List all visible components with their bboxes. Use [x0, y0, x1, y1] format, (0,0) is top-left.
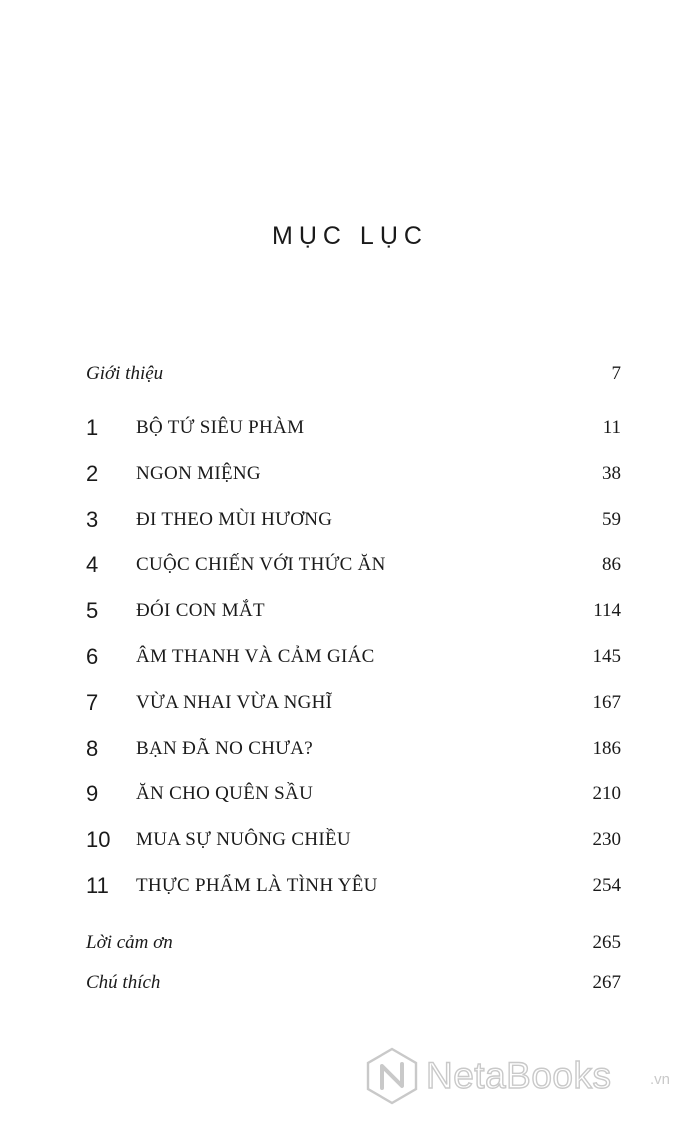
- chapter-page: 145: [592, 646, 621, 667]
- chapter-number: 3: [86, 507, 99, 532]
- toc-chapter-10: [86, 825, 621, 855]
- chapter-page: 11: [602, 417, 621, 438]
- toc-entry-intro: [86, 359, 621, 389]
- chapter-number: 2: [86, 461, 99, 486]
- chapter-number: 9: [86, 781, 99, 806]
- toc-chapter-8: [86, 734, 621, 764]
- toc-entry-acknowledgements: [86, 928, 621, 958]
- toc-entry-page: 267: [592, 972, 621, 993]
- chapter-title: BỘ TỨ SIÊU PHÀM: [136, 417, 305, 438]
- chapter-number: 10: [86, 827, 111, 852]
- chapter-number: 8: [86, 736, 99, 761]
- toc-entry-notes: [86, 968, 621, 998]
- chapter-number: 7: [86, 690, 99, 715]
- chapter-page: 38: [602, 463, 621, 484]
- chapter-title: ĐI THEO MÙI HƯƠNG: [136, 509, 333, 530]
- chapter-number: 11: [86, 873, 109, 898]
- toc-entry-page: 265: [592, 932, 621, 953]
- toc-chapter-5: [86, 596, 621, 626]
- chapter-page: 230: [592, 829, 621, 850]
- chapter-title: CUỘC CHIẾN VỚI THỨC ĂN: [136, 554, 386, 575]
- chapter-title: THỰC PHẨM LÀ TÌNH YÊU: [136, 875, 378, 896]
- toc-entry-label: Chú thích: [86, 972, 161, 993]
- toc-chapter-2: [86, 459, 621, 489]
- chapter-page: 114: [593, 600, 621, 621]
- chapter-number: 4: [86, 552, 99, 577]
- toc-chapter-4: [86, 550, 621, 580]
- chapter-number: 5: [86, 598, 99, 623]
- chapter-page: 59: [602, 509, 621, 530]
- chapter-title: ĐÓI CON MẮT: [136, 600, 265, 621]
- toc-chapter-1: [86, 413, 621, 443]
- chapter-page: 210: [592, 783, 621, 804]
- chapter-title: MUA SỰ NUÔNG CHIỀU: [136, 829, 351, 850]
- toc-chapter-6: [86, 642, 621, 672]
- toc-entry-page: 7: [611, 363, 621, 384]
- chapter-title: VỪA NHAI VỪA NGHĨ: [136, 692, 333, 713]
- toc-chapter-7: [86, 688, 621, 718]
- chapter-title: ÂM THANH VÀ CẢM GIÁC: [136, 646, 375, 667]
- toc-entry-label: Giới thiệu: [86, 363, 164, 384]
- toc-chapter-9: [86, 779, 621, 809]
- chapter-page: 186: [592, 738, 621, 759]
- chapter-number: 6: [86, 644, 99, 669]
- chapter-page: 254: [592, 875, 621, 896]
- chapter-page: 86: [602, 554, 621, 575]
- chapter-title: NGON MIỆNG: [136, 463, 261, 484]
- watermark-suffix: .vn: [650, 1071, 671, 1088]
- chapter-title: BẠN ĐÃ NO CHƯA?: [136, 738, 314, 759]
- netabooks-logo-icon: [364, 1046, 420, 1106]
- chapter-page: 167: [592, 692, 621, 713]
- chapter-title: ĂN CHO QUÊN SẦU: [136, 783, 314, 804]
- page-title: MỤC LỤC: [272, 222, 428, 250]
- toc-chapter-11: [86, 871, 621, 901]
- toc-entry-label: Lời cảm ơn: [86, 932, 173, 953]
- chapter-number: 1: [86, 415, 99, 440]
- watermark: [364, 1046, 694, 1106]
- watermark-brand: NetaBooks: [426, 1055, 612, 1096]
- toc-chapter-3: [86, 505, 621, 535]
